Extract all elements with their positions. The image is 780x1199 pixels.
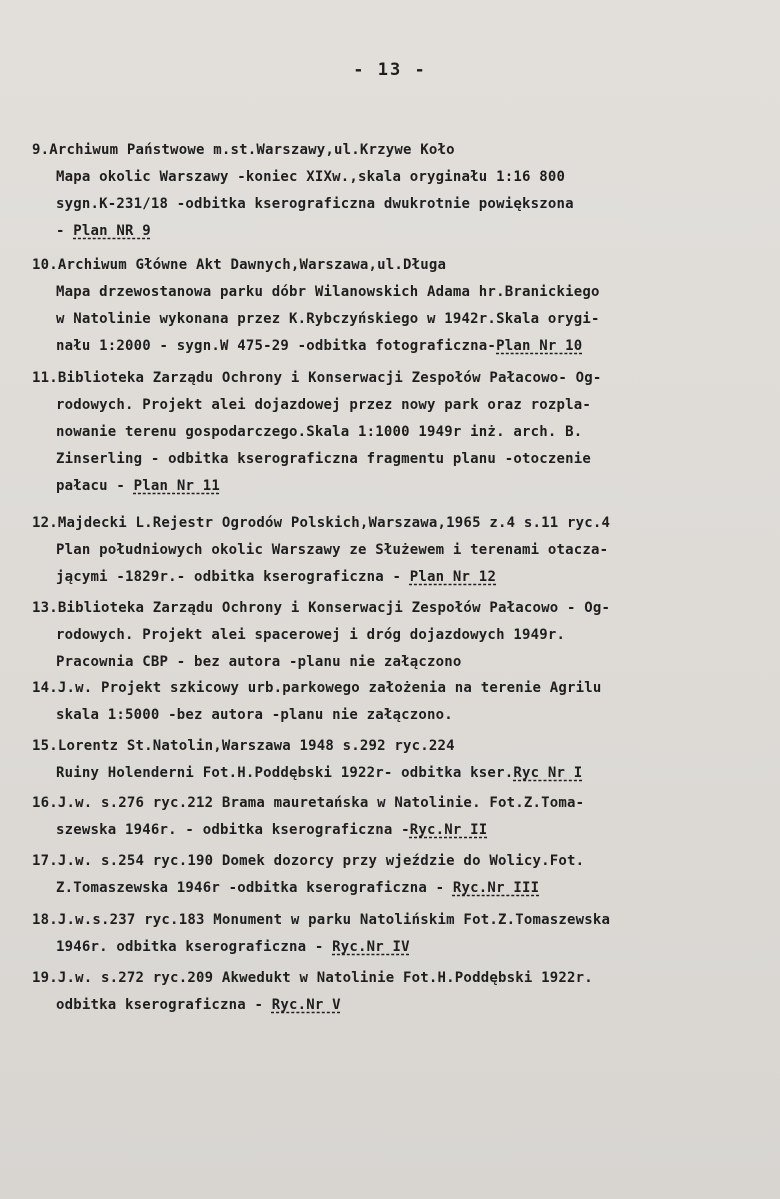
entry-line: skala 1:5000 -bez autora -planu nie załączono. <box>56 707 453 723</box>
entry-line <box>32 473 767 500</box>
entry-text: szewska 1946r. - odbitka kserograficzna - <box>56 822 410 838</box>
entry-line <box>32 934 767 961</box>
entry-line: 19.J.w. s.272 ryc.209 Akwedukt w Natolinie Fot.H.Poddębski 1922r. <box>32 970 593 986</box>
entry-line <box>32 817 767 844</box>
entry-line: Mapa drzewostanowa parku dóbr Wilanowskich Adama hr.Branickiego <box>56 284 600 300</box>
figure-reference: Ryc.Nr II <box>409 822 488 838</box>
figure-reference: Ryc Nr I <box>513 765 583 781</box>
entry-line <box>32 992 767 1019</box>
entry-text: nału 1:2000 - sygn.W 475-29 -odbitka fotograficzna- <box>56 338 497 354</box>
bibliography-entry <box>32 848 767 902</box>
entry-line: sygn.K-231/18 -odbitka kserograficzna dwukrotnie powiększona <box>56 196 574 212</box>
entry-text: 1946r. odbitka kserograficzna - <box>56 939 333 955</box>
bibliography-entry <box>32 137 767 245</box>
bibliography-entry <box>32 595 767 676</box>
bibliography-entry <box>32 365 767 500</box>
entry-text: pałacu - <box>56 478 134 494</box>
entry-line: 13.Biblioteka Zarządu Ochrony i Konserwacji Zespołów Pałacowo - Og- <box>32 600 611 616</box>
entry-line: 9.Archiwum Państwowe m.st.Warszawy,ul.Krzywe Koło <box>32 142 455 158</box>
bibliography-entry <box>32 733 767 787</box>
entry-line <box>32 218 767 245</box>
entry-line: rodowych. Projekt alei dojazdowej przez nowy park oraz rozpla- <box>56 397 591 413</box>
bibliography-entry <box>32 790 767 844</box>
entry-line: Mapa okolic Warszawy -koniec XIXw.,skala oryginału 1:16 800 <box>56 169 566 185</box>
entry-line: Zinserling - odbitka kserograficzna fragmentu planu -otoczenie <box>56 451 591 467</box>
bibliography-entry <box>32 510 767 591</box>
figure-reference: Plan Nr 11 <box>133 478 220 494</box>
entry-line <box>32 875 767 902</box>
entry-line: 10.Archiwum Główne Akt Dawnych,Warszawa,ul.Długa <box>32 257 447 273</box>
entry-line: Pracownia CBP - bez autora -planu nie załączono <box>56 654 462 670</box>
entry-text: - <box>56 223 74 239</box>
entry-line: w Natolinie wykonana przez K.Rybczyńskiego w 1942r.Skala orygi- <box>56 311 600 327</box>
entry-line: 14.J.w. Projekt szkicowy urb.parkowego założenia na terenie Agrilu <box>32 680 602 696</box>
figure-reference: Plan Nr 12 <box>409 569 497 585</box>
entry-line <box>32 333 767 360</box>
entry-line: 11.Biblioteka Zarządu Ochrony i Konserwacji Zespołów Pałacowo- Og- <box>32 370 602 386</box>
bibliography-entry <box>32 907 767 961</box>
page-number: - 13 - <box>353 60 427 80</box>
bibliography-entry <box>32 965 767 1019</box>
entry-line: 17.J.w. s.254 ryc.190 Domek dozorcy przy wjeździe do Wolicy.Fot. <box>32 853 585 869</box>
entry-line: 15.Lorentz St.Natolin,Warszawa 1948 s.292 ryc.224 <box>32 738 455 754</box>
bibliography-entry <box>32 675 767 729</box>
entry-line: rodowych. Projekt alei spacerowej i dróg dojazdowych 1949r. <box>56 627 566 643</box>
entry-line: Plan południowych okolic Warszawy ze Służewem i terenami otacza- <box>56 542 609 558</box>
entry-text: jącymi -1829r.- odbitka kserograficzna - <box>56 569 410 585</box>
figure-reference: Ryc.Nr IV <box>332 939 410 955</box>
entry-line: 16.J.w. s.276 ryc.212 Brama mauretańska w Natolinie. Fot.Z.Toma- <box>32 795 585 811</box>
entry-text: Z.Tomaszewska 1946r -odbitka kserograficzna - <box>56 880 453 896</box>
figure-reference: Ryc.Nr V <box>271 997 341 1013</box>
entry-line <box>32 564 767 591</box>
entry-line: 12.Majdecki L.Rejestr Ogrodów Polskich,Warszawa,1965 z.4 s.11 ryc.4 <box>32 515 611 531</box>
entry-text: odbitka kserograficzna - <box>56 997 272 1013</box>
bibliography-entry <box>32 252 767 360</box>
figure-reference: Plan Nr 10 <box>496 338 583 354</box>
entry-line: 18.J.w.s.237 ryc.183 Monument w parku Natolińskim Fot.Z.Tomaszewska <box>32 912 611 928</box>
figure-reference: Plan NR 9 <box>73 223 151 239</box>
entry-line: nowanie terenu gospodarczego.Skala 1:1000 1949r inż. arch. B. <box>56 424 583 440</box>
figure-reference: Ryc.Nr III <box>452 880 540 896</box>
entry-text: Ruiny Holenderni Fot.H.Poddębski 1922r- odbitka kser. <box>56 765 514 781</box>
entry-line <box>32 760 767 787</box>
